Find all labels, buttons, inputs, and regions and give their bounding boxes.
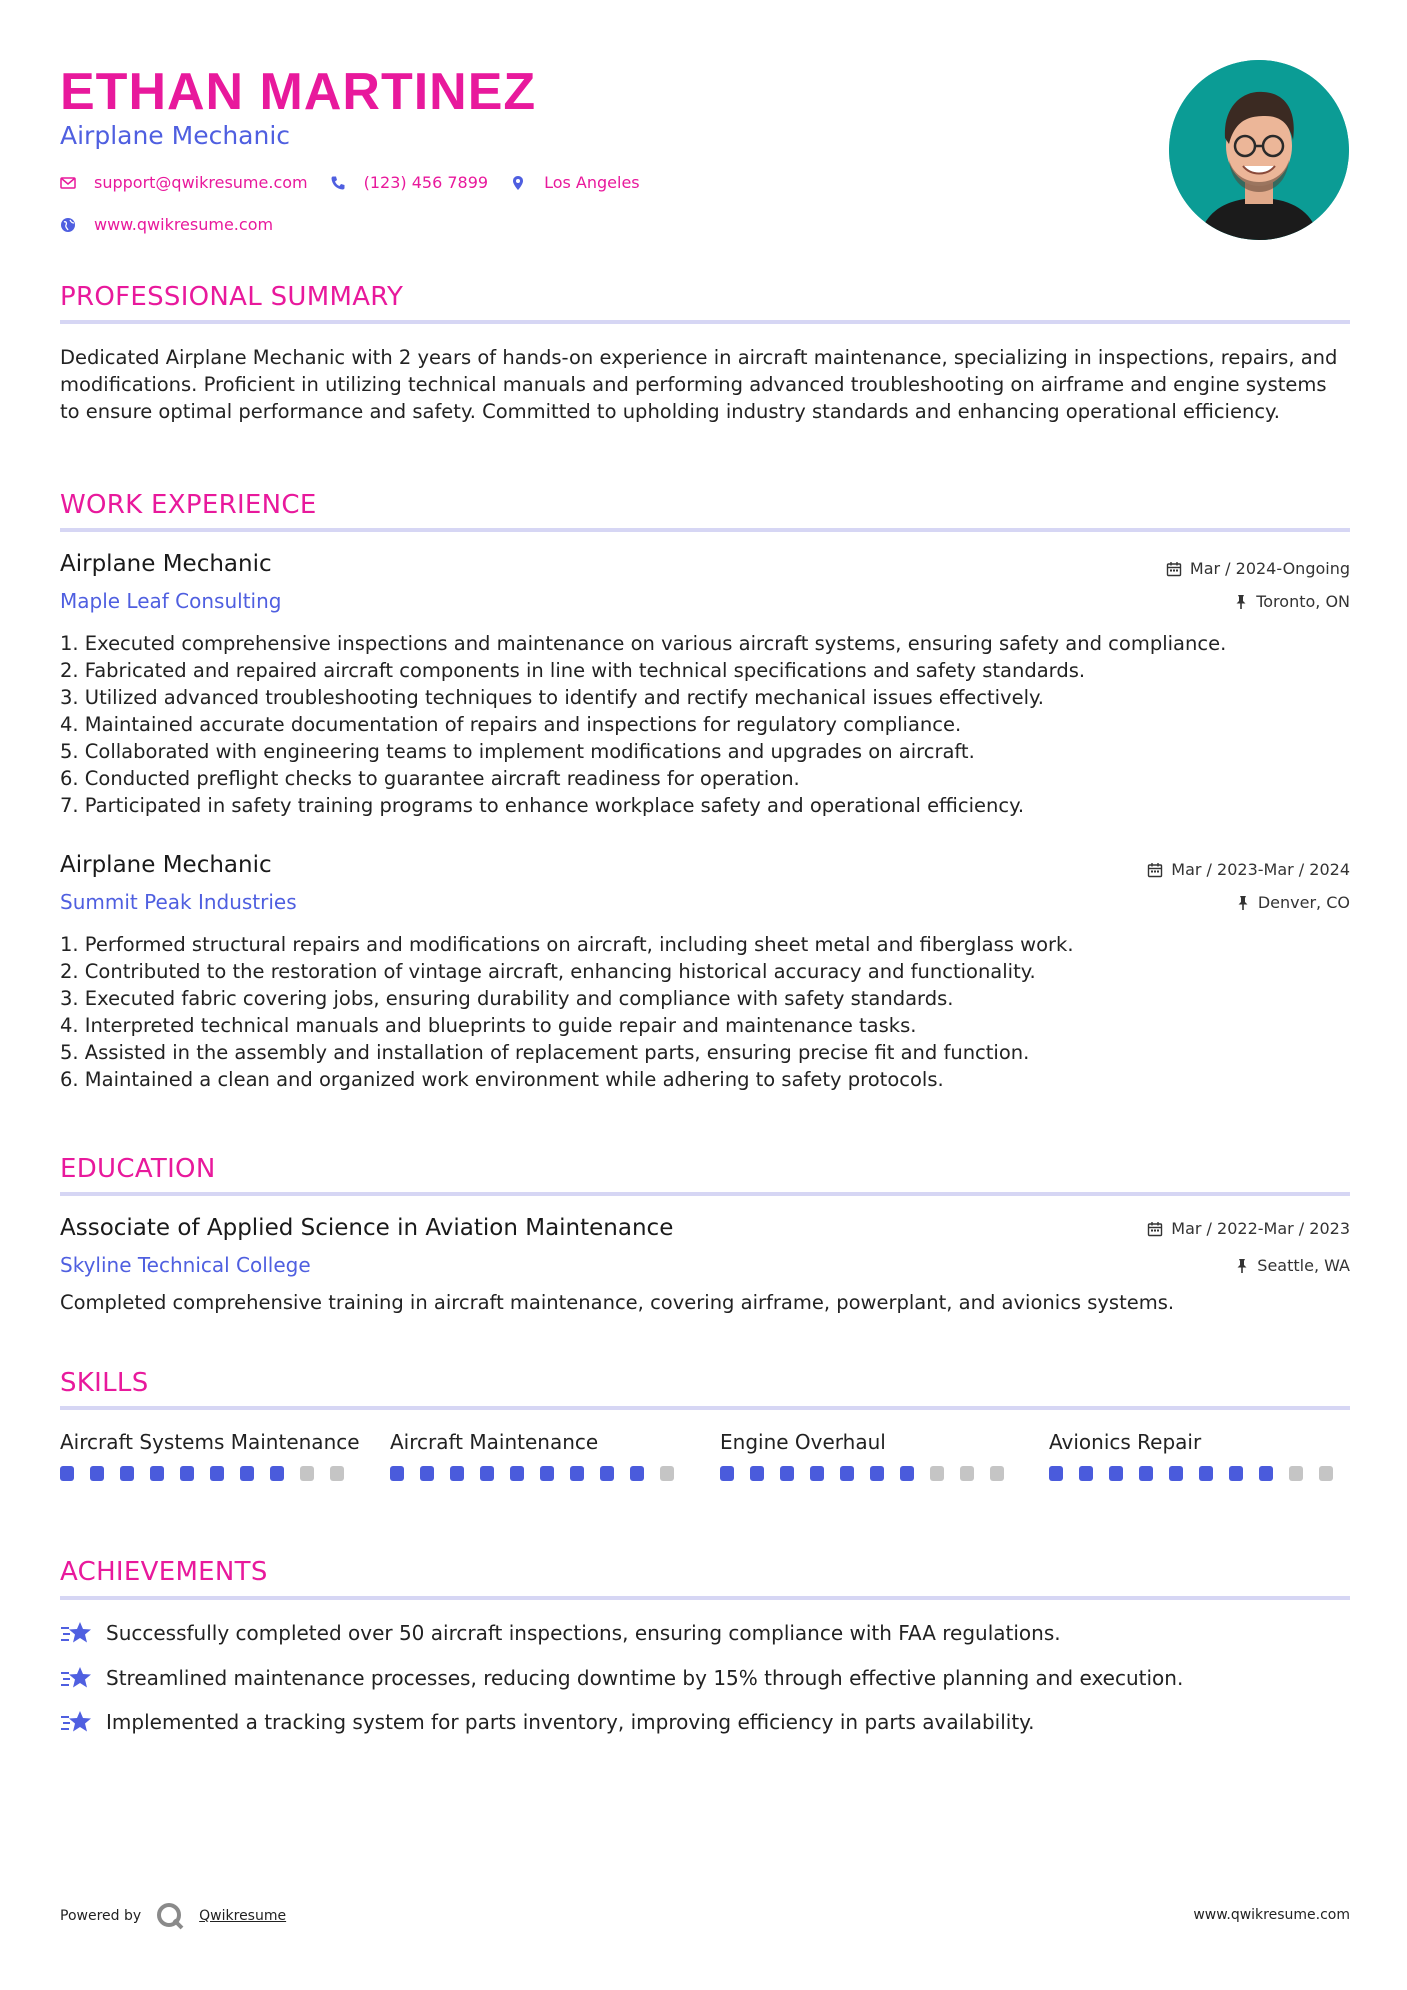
list-item: 1. Performed structural repairs and modifications on aircraft, including sheet metal and fiberglass work. <box>60 933 1074 956</box>
list-item: 2. Fabricated and repaired aircraft components in line with technical specifications and safety standards. <box>60 659 1086 682</box>
skill-name: Aircraft Maintenance <box>390 1430 599 1454</box>
contact-row <box>60 173 662 192</box>
pushpin-icon <box>1234 594 1248 610</box>
skill-item <box>390 1429 690 1481</box>
skill-dot-filled <box>1229 1466 1243 1481</box>
envelope-icon <box>60 175 76 191</box>
achievements-heading: ACHIEVEMENTS <box>60 1557 268 1587</box>
pushpin-icon <box>1236 895 1250 911</box>
qwikresume-logo-icon <box>155 1901 185 1931</box>
list-item: 3. Executed fabric covering jobs, ensuring durability and compliance with safety standards. <box>60 987 954 1010</box>
skill-dot-filled <box>390 1466 404 1481</box>
summary-heading: PROFESSIONAL SUMMARY <box>60 282 404 312</box>
skill-dot-filled <box>60 1466 74 1481</box>
skill-dot-filled <box>480 1466 494 1481</box>
skill-name: Avionics Repair <box>1049 1430 1202 1454</box>
skill-rating <box>720 1466 1020 1481</box>
skill-dot-filled <box>750 1466 764 1481</box>
section-divider <box>60 1192 1350 1196</box>
skill-dot-filled <box>270 1466 284 1481</box>
skill-dot-empty <box>990 1466 1004 1481</box>
skill-dot-filled <box>1169 1466 1183 1481</box>
summary-text: Dedicated Airplane Mechanic with 2 years of hands-on experience in aircraft maintenance, specializing in inspections, repairs, and modifications. Proficient in utilizing technical manuals and performing advanced troubleshooting on airframe and engine systems to ensure optimal performance and safety. Committed to upholding industry standards and enhancing operational efficiency. <box>60 346 1338 423</box>
section-divider <box>60 528 1350 532</box>
section-divider <box>60 1406 1350 1410</box>
skill-rating <box>390 1466 690 1481</box>
resume-page <box>60 0 1350 1990</box>
footer-powered-by <box>60 1901 286 1931</box>
powered-by-label: Powered by <box>60 1908 142 1924</box>
profile-photo-illustration <box>1169 60 1349 240</box>
skill-dot-filled <box>870 1466 884 1481</box>
calendar-icon <box>1147 862 1163 878</box>
skill-dot-filled <box>1139 1466 1153 1481</box>
skill-dot-empty <box>930 1466 944 1481</box>
skill-dot-empty <box>660 1466 674 1481</box>
degree-title: Associate of Applied Science in Aviation Maintenance <box>60 1215 674 1241</box>
list-item: 7. Participated in safety training programs to enhance workplace safety and operational efficiency. <box>60 794 1025 817</box>
skill-dot-empty <box>300 1466 314 1481</box>
skill-dot-filled <box>600 1466 614 1481</box>
job-location-text: Toronto, ON <box>1256 592 1350 611</box>
skill-dot-empty <box>1289 1466 1303 1481</box>
skill-dot-filled <box>450 1466 464 1481</box>
experience-heading: WORK EXPERIENCE <box>60 490 317 520</box>
job-location <box>1234 592 1350 611</box>
education-dates <box>1147 1219 1350 1238</box>
location-text: Los Angeles <box>544 173 640 192</box>
phone-icon <box>330 175 346 191</box>
skill-rating <box>60 1466 360 1481</box>
skill-dot-filled <box>420 1466 434 1481</box>
contact-row-2 <box>60 215 295 234</box>
list-item: 6. Conducted preflight checks to guarantee aircraft readiness for operation. <box>60 767 800 790</box>
education-description: Completed comprehensive training in aircraft maintenance, covering airframe, powerplant, and avionics systems. <box>60 1291 1175 1314</box>
globe-icon <box>60 217 76 233</box>
education-dates-text: Mar / 2022-Mar / 2023 <box>1171 1219 1350 1238</box>
list-item: 2. Contributed to the restoration of vintage aircraft, enhancing historical accuracy and functionality. <box>60 960 1036 983</box>
brand-link[interactable]: Qwikresume <box>199 1908 287 1924</box>
contact-location <box>510 173 640 192</box>
job-title: Airplane Mechanic <box>60 551 272 577</box>
skill-dot-filled <box>180 1466 194 1481</box>
list-item: 6. Maintained a clean and organized work environment while adhering to safety protocols. <box>60 1068 944 1091</box>
skill-dot-filled <box>630 1466 644 1481</box>
list-item: 4. Interpreted technical manuals and blueprints to guide repair and maintenance tasks. <box>60 1014 917 1037</box>
skill-dot-filled <box>240 1466 254 1481</box>
website-text: www.qwikresume.com <box>94 215 274 234</box>
calendar-icon <box>1166 561 1182 577</box>
job-company: Summit Peak Industries <box>60 890 297 914</box>
skill-dot-filled <box>150 1466 164 1481</box>
list-item: 5. Collaborated with engineering teams to implement modifications and upgrades on aircraft. <box>60 740 975 763</box>
skill-dot-filled <box>210 1466 224 1481</box>
skill-dot-empty <box>330 1466 344 1481</box>
skill-dot-filled <box>510 1466 524 1481</box>
section-divider <box>60 320 1350 324</box>
skill-dot-filled <box>540 1466 554 1481</box>
job-bullets <box>60 931 1350 1093</box>
job-company: Maple Leaf Consulting <box>60 589 282 613</box>
achievement-item <box>60 1708 1035 1736</box>
skill-dot-filled <box>810 1466 824 1481</box>
skill-dot-filled <box>1259 1466 1273 1481</box>
section-divider <box>60 1596 1350 1600</box>
phone-text: (123) 456 7899 <box>363 173 489 192</box>
shooting-star-icon <box>60 1664 92 1692</box>
skill-dot-filled <box>780 1466 794 1481</box>
school-name: Skyline Technical College <box>60 1253 311 1277</box>
map-pin-icon <box>510 175 526 191</box>
job-dates <box>1166 559 1350 578</box>
skill-dot-filled <box>720 1466 734 1481</box>
skill-dot-filled <box>570 1466 584 1481</box>
skill-dot-filled <box>120 1466 134 1481</box>
contact-email[interactable] <box>60 173 308 192</box>
education-heading: EDUCATION <box>60 1154 216 1184</box>
job-dates <box>1147 860 1350 879</box>
candidate-title: Airplane Mechanic <box>60 121 291 150</box>
skill-dot-empty <box>1319 1466 1333 1481</box>
job-bullets <box>60 630 1350 819</box>
job-dates-text: Mar / 2023-Mar / 2024 <box>1171 860 1350 879</box>
job-dates-text: Mar / 2024-Ongoing <box>1189 559 1350 578</box>
job-title: Airplane Mechanic <box>60 852 272 878</box>
achievement-item <box>60 1664 1183 1692</box>
email-text: support@qwikresume.com <box>94 173 308 192</box>
list-item: 3. Utilized advanced troubleshooting techniques to identify and rectify mechanical issues effectively. <box>60 686 1044 709</box>
skill-dot-filled <box>1109 1466 1123 1481</box>
job-location-text: Denver, CO <box>1257 893 1350 912</box>
candidate-name: ETHAN MARTINEZ <box>60 63 537 121</box>
skill-dot-filled <box>1049 1466 1063 1481</box>
skill-item <box>1049 1429 1349 1481</box>
skill-name: Aircraft Systems Maintenance <box>60 1430 360 1454</box>
skill-dot-filled <box>1079 1466 1093 1481</box>
skill-dot-filled <box>840 1466 854 1481</box>
pushpin-icon <box>1235 1258 1249 1274</box>
skill-dot-filled <box>90 1466 104 1481</box>
achievement-text: Successfully completed over 50 aircraft inspections, ensuring compliance with FAA regulations. <box>106 1621 1061 1645</box>
education-location-text: Seattle, WA <box>1257 1256 1350 1275</box>
achievement-item <box>60 1619 1061 1647</box>
contact-website[interactable] <box>60 215 273 234</box>
footer-website[interactable]: www.qwikresume.com <box>1193 1907 1350 1923</box>
skill-item <box>60 1429 360 1481</box>
contact-phone[interactable] <box>330 173 488 192</box>
list-item: 5. Assisted in the assembly and installation of replacement parts, ensuring precise fit and function. <box>60 1041 1030 1064</box>
profile-photo <box>1169 60 1349 240</box>
skill-dot-filled <box>900 1466 914 1481</box>
job-location <box>1236 893 1350 912</box>
skill-item <box>720 1429 1020 1481</box>
shooting-star-icon <box>60 1619 92 1647</box>
calendar-icon <box>1147 1221 1163 1237</box>
list-item: 4. Maintained accurate documentation of repairs and inspections for regulatory compliance. <box>60 713 962 736</box>
skill-rating <box>1049 1466 1349 1481</box>
achievement-text: Streamlined maintenance processes, reducing downtime by 15% through effective planning and execution. <box>106 1666 1184 1690</box>
skills-heading: SKILLS <box>60 1368 149 1398</box>
skill-name: Engine Overhaul <box>720 1430 886 1454</box>
list-item: 1. Executed comprehensive inspections and maintenance on various aircraft systems, ensuring safety and compliance. <box>60 632 1227 655</box>
skill-dot-empty <box>960 1466 974 1481</box>
education-location <box>1235 1256 1350 1275</box>
achievement-text: Implemented a tracking system for parts inventory, improving efficiency in parts availability. <box>106 1710 1035 1734</box>
shooting-star-icon <box>60 1708 92 1736</box>
skill-dot-filled <box>1199 1466 1213 1481</box>
